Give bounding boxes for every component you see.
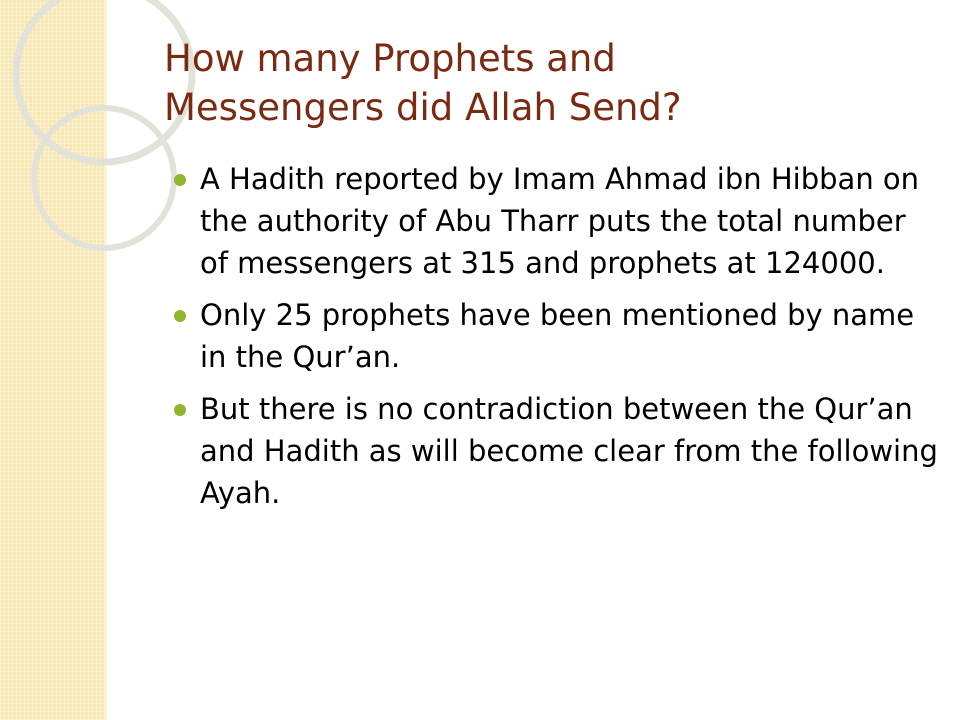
slide-title: How many Prophets and Messengers did Allah Send? <box>164 37 682 129</box>
bullet-item <box>200 158 940 284</box>
bullet-dot-icon <box>174 310 186 322</box>
decorative-circle-small <box>34 108 174 248</box>
bullet-dot-icon <box>174 174 186 186</box>
bullet-text: Only 25 prophets have been mentioned by name in the Qur’an. <box>200 298 915 374</box>
bullet-list <box>200 158 940 524</box>
bullet-dot-icon <box>174 404 186 416</box>
bullet-item <box>200 388 940 514</box>
bullet-text: A Hadith reported by Imam Ahmad ibn Hibban on the authority of Abu Tharr puts the total number of messengers at 315 and prophets at 124000. <box>200 162 920 280</box>
bullet-item <box>200 294 940 378</box>
bullet-text: But there is no contradiction between the Qur’an and Hadith as will become clear from the following Ayah. <box>200 392 938 510</box>
